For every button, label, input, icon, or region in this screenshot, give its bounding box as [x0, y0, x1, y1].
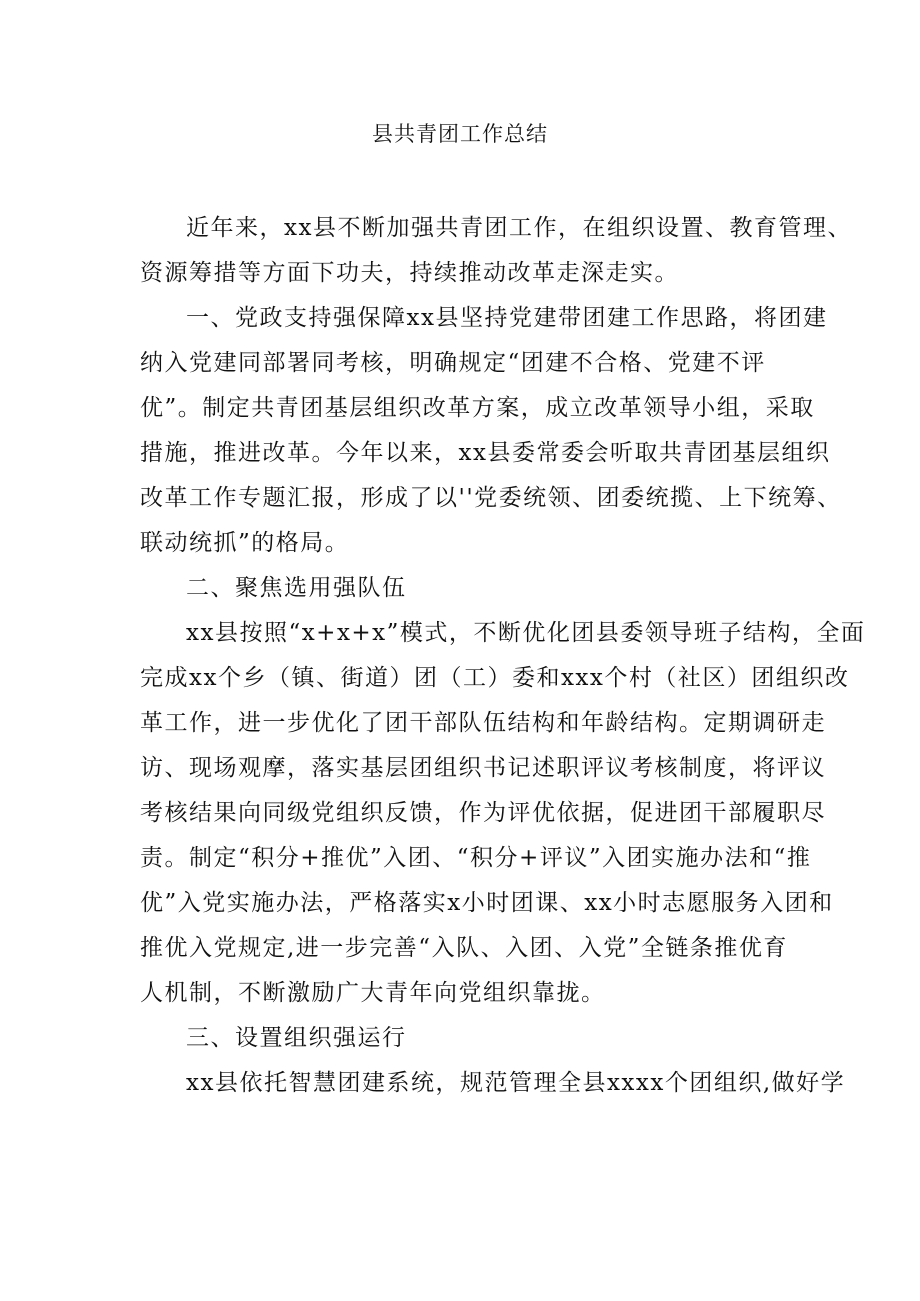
paragraph-intro-line: 近年来，xx县不断加强共青团工作，在组织设置、教育管理、: [186, 215, 852, 241]
section-one-line: 联动统抓”的格局。: [140, 530, 350, 556]
section-two-line: 责。制定“积分+推优”入团、“积分+评议”入团实施办法和“推: [140, 845, 812, 871]
document-title: 县共青团工作总结: [372, 122, 548, 146]
document-body: [140, 206, 866, 1106]
section-one-line: 措施，推进改革。今年以来，xx县委常委会听取共青团基层组织: [140, 440, 831, 466]
section-two-line: 完成xx个乡（镇、街道）团（工）委和xxx个村（社区）团组织改: [140, 665, 850, 691]
section-three-line: xx县依托智慧团建系统，规范管理全县xxxx个团组织,做好学: [186, 1070, 846, 1096]
section-one-line: 改革工作专题汇报，形成了以''党委统领、团委统揽、上下统筹、: [140, 485, 842, 511]
section-two-line: 人机制，不断激励广大青年向党组织靠拢。: [140, 980, 606, 1006]
section-two-line: 优”入党实施办法，严格落实x小时团课、xx小时志愿服务入团和: [140, 890, 834, 916]
paragraph-intro-line: 资源筹措等方面下功夫，持续推动改革走深走实。: [140, 260, 679, 286]
section-two-line: 推优入党规定,进一步完善“入队、入团、入党”全链条推优育: [140, 935, 788, 961]
section-two-line: 革工作，进一步优化了团干部队伍结构和年龄结构。定期调研走: [140, 710, 826, 736]
section-one-line: 优”。制定共青团基层组织改革方案，成立改革领导小组，采取: [140, 395, 815, 421]
section-one-line: 纳入党建同部署同考核，明确规定“团建不合格、党建不评: [140, 350, 766, 376]
section-two-line: xx县按照“x+x+x”模式，不断优化团县委领导班子结构，全面: [186, 620, 866, 646]
section-two-heading: 二、聚焦选用强队伍: [186, 575, 407, 601]
section-two-line: 考核结果向同级党组织反馈，作为评优依据，促进团干部履职尽: [140, 800, 826, 826]
section-two-line: 访、现场观摩，落实基层团组织书记述职评议考核制度，将评议: [140, 755, 826, 781]
section-one-line: 一、党政支持强保障xx县坚持党建带团建工作思路，将团建: [186, 305, 828, 331]
section-three-heading: 三、设置组织强运行: [186, 1025, 407, 1051]
